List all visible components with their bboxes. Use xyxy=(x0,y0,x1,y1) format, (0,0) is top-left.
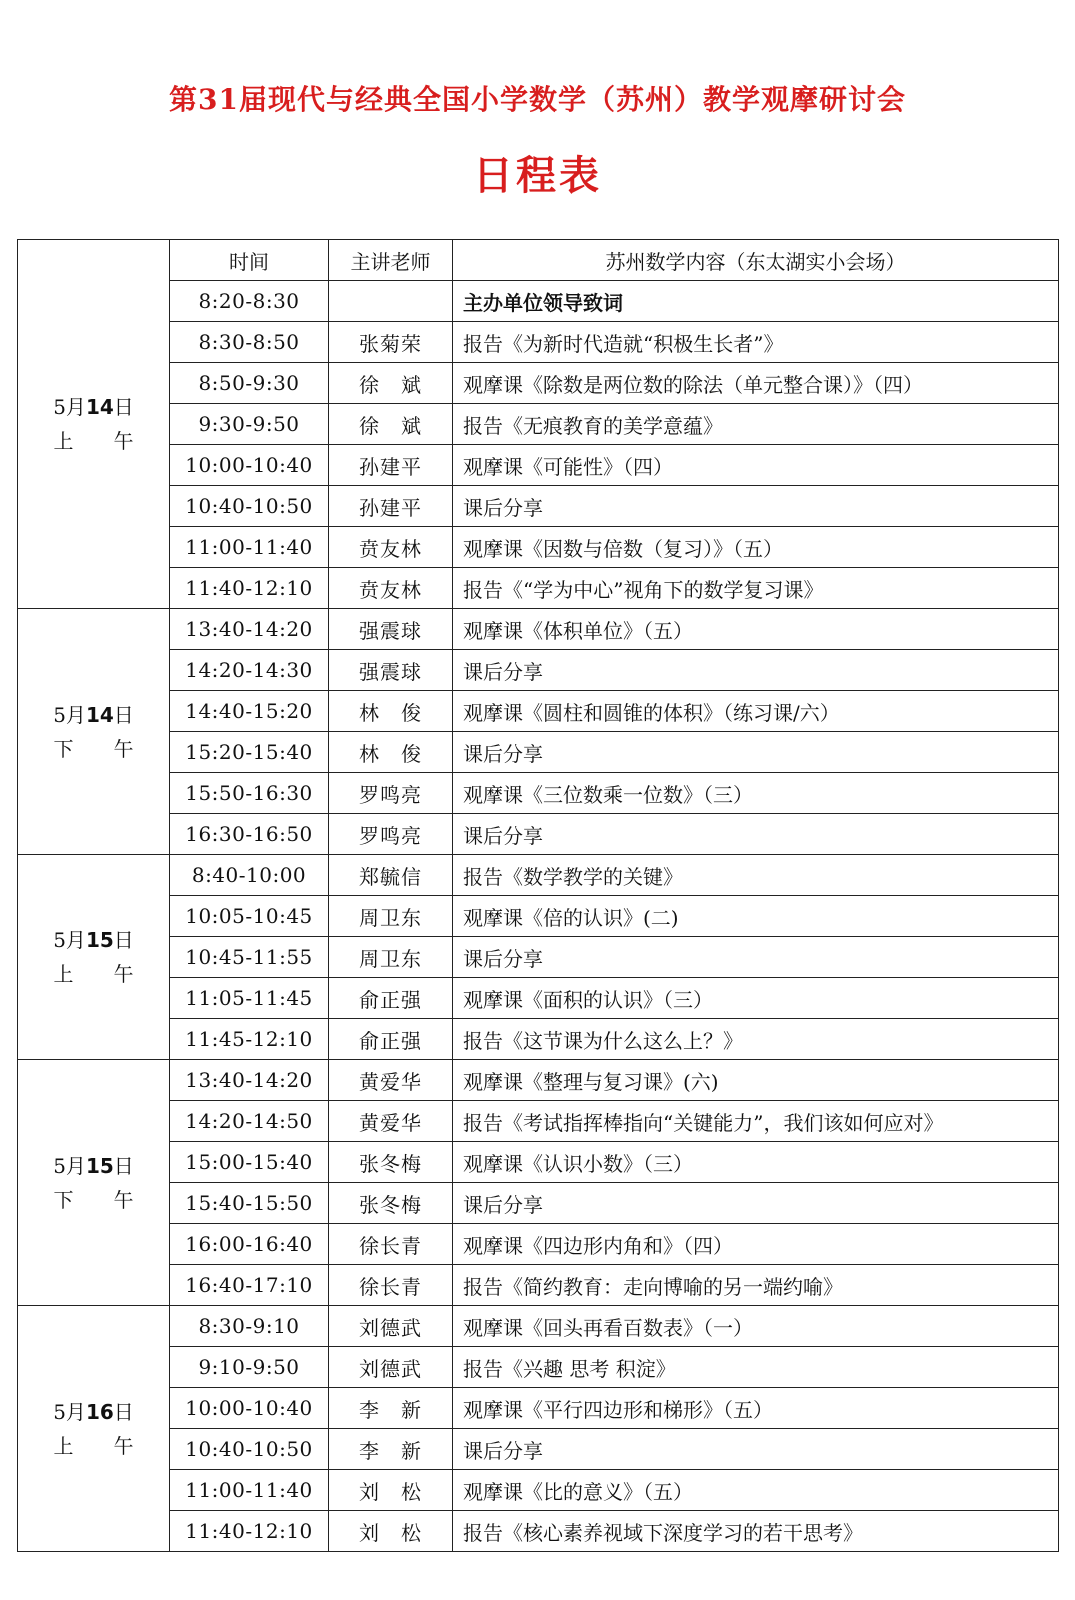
teacher-cell: 张冬梅 xyxy=(329,1142,453,1183)
teacher-cell: 林 俊 xyxy=(329,732,453,773)
content-cell: 报告《兴趣 思考 积淀》 xyxy=(453,1347,1059,1388)
session-period: 上 午 xyxy=(53,429,134,453)
table-row xyxy=(18,281,1059,322)
table-row xyxy=(18,363,1059,404)
teacher-cell: 张冬梅 xyxy=(329,1183,453,1224)
session-cell xyxy=(18,1306,170,1552)
table-row xyxy=(18,1306,1059,1347)
teacher-cell: 周卫东 xyxy=(329,896,453,937)
teacher-cell: 罗鸣亮 xyxy=(329,814,453,855)
time-cell: 14:40-15:20 xyxy=(170,691,329,732)
content-cell: 观摩课《整理与复习课》(六) xyxy=(453,1060,1059,1101)
table-row xyxy=(18,1060,1059,1101)
table-row xyxy=(18,445,1059,486)
content-cell: 观摩课《除数是两位数的除法（单元整合课）》（四） xyxy=(453,363,1059,404)
teacher-cell: 贲友林 xyxy=(329,527,453,568)
teacher-cell: 黄爱华 xyxy=(329,1060,453,1101)
table-row xyxy=(18,732,1059,773)
time-cell: 11:00-11:40 xyxy=(170,1470,329,1511)
time-cell: 10:00-10:40 xyxy=(170,445,329,486)
table-row xyxy=(18,1019,1059,1060)
teacher-cell: 徐长青 xyxy=(329,1265,453,1306)
time-cell: 10:40-10:50 xyxy=(170,486,329,527)
teacher-cell: 林 俊 xyxy=(329,691,453,732)
content-cell: 课后分享 xyxy=(453,1183,1059,1224)
time-cell: 11:45-12:10 xyxy=(170,1019,329,1060)
session-period: 上 午 xyxy=(53,1433,134,1458)
time-cell: 9:30-9:50 xyxy=(170,404,329,445)
session-cell xyxy=(18,240,170,609)
content-cell: 观摩课《回头再看百数表》（一） xyxy=(453,1306,1059,1347)
session-period: 上 午 xyxy=(53,962,134,986)
table-row xyxy=(18,322,1059,363)
content-cell: 报告《无痕教育的美学意蕴》 xyxy=(453,404,1059,445)
table-row xyxy=(18,486,1059,527)
time-cell: 10:45-11:55 xyxy=(170,937,329,978)
content-cell: 报告《这节课为什么这么上？》 xyxy=(453,1019,1059,1060)
table-row xyxy=(18,1183,1059,1224)
teacher-cell: 贲友林 xyxy=(329,568,453,609)
column-header: 时间 xyxy=(170,240,329,281)
teacher-cell: 刘 松 xyxy=(329,1511,453,1552)
teacher-cell: 徐 斌 xyxy=(329,363,453,404)
teacher-cell: 孙建平 xyxy=(329,486,453,527)
session-period: 下 午 xyxy=(53,1187,134,1212)
time-cell: 15:50-16:30 xyxy=(170,773,329,814)
session-day: 5月15日 xyxy=(53,1153,134,1178)
session-day: 5月14日 xyxy=(53,702,134,727)
content-cell: 观摩课《比的意义》（五） xyxy=(453,1470,1059,1511)
content-cell: 报告《核心素养视域下深度学习的若干思考》 xyxy=(453,1511,1059,1552)
time-cell: 15:20-15:40 xyxy=(170,732,329,773)
teacher-cell: 李 新 xyxy=(329,1429,453,1470)
teacher-cell: 刘德武 xyxy=(329,1347,453,1388)
time-cell: 16:30-16:50 xyxy=(170,814,329,855)
time-cell: 13:40-14:20 xyxy=(170,609,329,650)
content-cell: 报告《为新时代造就“积极生长者”》 xyxy=(453,322,1059,363)
table-row xyxy=(18,1265,1059,1306)
time-cell: 8:40-10:00 xyxy=(170,855,329,896)
content-cell: 观摩课《倍的认识》(二) xyxy=(453,896,1059,937)
table-row xyxy=(18,896,1059,937)
table-row xyxy=(18,609,1059,650)
session-day: 5月14日 xyxy=(53,395,134,419)
time-cell: 10:40-10:50 xyxy=(170,1429,329,1470)
time-cell: 10:00-10:40 xyxy=(170,1388,329,1429)
time-cell: 9:10-9:50 xyxy=(170,1347,329,1388)
content-cell: 主办单位领导致词 xyxy=(453,281,1059,322)
time-cell: 11:05-11:45 xyxy=(170,978,329,1019)
content-cell: 观摩课《认识小数》（三） xyxy=(453,1142,1059,1183)
table-header-row xyxy=(18,240,1059,281)
table-row xyxy=(18,937,1059,978)
time-cell: 8:50-9:30 xyxy=(170,363,329,404)
time-cell: 14:20-14:50 xyxy=(170,1101,329,1142)
table-row xyxy=(18,855,1059,896)
content-cell: 课后分享 xyxy=(453,732,1059,773)
column-header: 苏州数学内容（东太湖实小会场） xyxy=(453,240,1059,281)
content-cell: 观摩课《体积单位》（五） xyxy=(453,609,1059,650)
content-cell: 课后分享 xyxy=(453,1429,1059,1470)
teacher-cell: 徐 斌 xyxy=(329,404,453,445)
teacher-cell: 俞正强 xyxy=(329,1019,453,1060)
time-cell: 11:40-12:10 xyxy=(170,1511,329,1552)
teacher-cell: 周卫东 xyxy=(329,937,453,978)
content-cell: 观摩课《因数与倍数（复习）》（五） xyxy=(453,527,1059,568)
table-row xyxy=(18,1142,1059,1183)
content-cell: 课后分享 xyxy=(453,486,1059,527)
time-cell: 16:00-16:40 xyxy=(170,1224,329,1265)
page-subtitle: 日程表 xyxy=(473,152,602,199)
content-cell: 报告《简约教育：走向博喻的另一端约喻》 xyxy=(453,1265,1059,1306)
table-row xyxy=(18,1388,1059,1429)
session-day: 5月15日 xyxy=(53,928,134,952)
time-cell: 10:05-10:45 xyxy=(170,896,329,937)
table-row xyxy=(18,1101,1059,1142)
content-cell: 课后分享 xyxy=(453,650,1059,691)
teacher-cell: 徐长青 xyxy=(329,1224,453,1265)
table-row xyxy=(18,1511,1059,1552)
content-cell: 观摩课《四边形内角和》（四） xyxy=(453,1224,1059,1265)
column-header: 主讲老师 xyxy=(329,240,453,281)
teacher-cell: 孙建平 xyxy=(329,445,453,486)
time-cell: 11:40-12:10 xyxy=(170,568,329,609)
table-row xyxy=(18,1347,1059,1388)
table-row xyxy=(18,978,1059,1019)
table-row xyxy=(18,404,1059,445)
teacher-cell: 李 新 xyxy=(329,1388,453,1429)
teacher-cell: 罗鸣亮 xyxy=(329,773,453,814)
teacher-cell: 郑毓信 xyxy=(329,855,453,896)
teacher-cell: 强震球 xyxy=(329,609,453,650)
time-cell: 16:40-17:10 xyxy=(170,1265,329,1306)
page-title: 第31届现代与经典全国小学数学（苏州）教学观摩研讨会 xyxy=(169,83,906,116)
content-cell: 观摩课《面积的认识》（三） xyxy=(453,978,1059,1019)
time-cell: 8:20-8:30 xyxy=(170,281,329,322)
schedule-body xyxy=(18,240,1059,1552)
teacher-cell: 强震球 xyxy=(329,650,453,691)
teacher-cell: 张菊荣 xyxy=(329,322,453,363)
time-cell: 8:30-8:50 xyxy=(170,322,329,363)
content-cell: 观摩课《圆柱和圆锥的体积》（练习课/六） xyxy=(453,691,1059,732)
time-cell: 15:40-15:50 xyxy=(170,1183,329,1224)
time-cell: 13:40-14:20 xyxy=(170,1060,329,1101)
table-row xyxy=(18,1470,1059,1511)
session-cell xyxy=(18,855,170,1060)
table-row xyxy=(18,650,1059,691)
teacher-cell: 俞正强 xyxy=(329,978,453,1019)
content-cell: 课后分享 xyxy=(453,937,1059,978)
content-cell: 报告《数学教学的关键》 xyxy=(453,855,1059,896)
table-row xyxy=(18,814,1059,855)
teacher-cell: 刘 松 xyxy=(329,1470,453,1511)
time-cell: 15:00-15:40 xyxy=(170,1142,329,1183)
table-row xyxy=(18,1224,1059,1265)
table-row xyxy=(18,1429,1059,1470)
content-cell: 观摩课《可能性》（四） xyxy=(453,445,1059,486)
content-cell: 报告《考试指挥棒指向“关键能力”，我们该如何应对》 xyxy=(453,1101,1059,1142)
teacher-cell: 黄爱华 xyxy=(329,1101,453,1142)
schedule-table xyxy=(17,239,1059,1552)
table-row xyxy=(18,691,1059,732)
session-cell xyxy=(18,1060,170,1306)
session-cell xyxy=(18,609,170,855)
session-period: 下 午 xyxy=(53,736,134,761)
time-cell: 8:30-9:10 xyxy=(170,1306,329,1347)
teacher-cell xyxy=(329,281,453,322)
time-cell: 11:00-11:40 xyxy=(170,527,329,568)
content-cell: 观摩课《三位数乘一位数》（三） xyxy=(453,773,1059,814)
content-cell: 课后分享 xyxy=(453,814,1059,855)
content-cell: 报告《“学为中心”视角下的数学复习课》 xyxy=(453,568,1059,609)
teacher-cell: 刘德武 xyxy=(329,1306,453,1347)
session-day: 5月16日 xyxy=(53,1399,134,1424)
table-row xyxy=(18,773,1059,814)
content-cell: 观摩课《平行四边形和梯形》（五） xyxy=(453,1388,1059,1429)
time-cell: 14:20-14:30 xyxy=(170,650,329,691)
table-row xyxy=(18,568,1059,609)
table-row xyxy=(18,527,1059,568)
